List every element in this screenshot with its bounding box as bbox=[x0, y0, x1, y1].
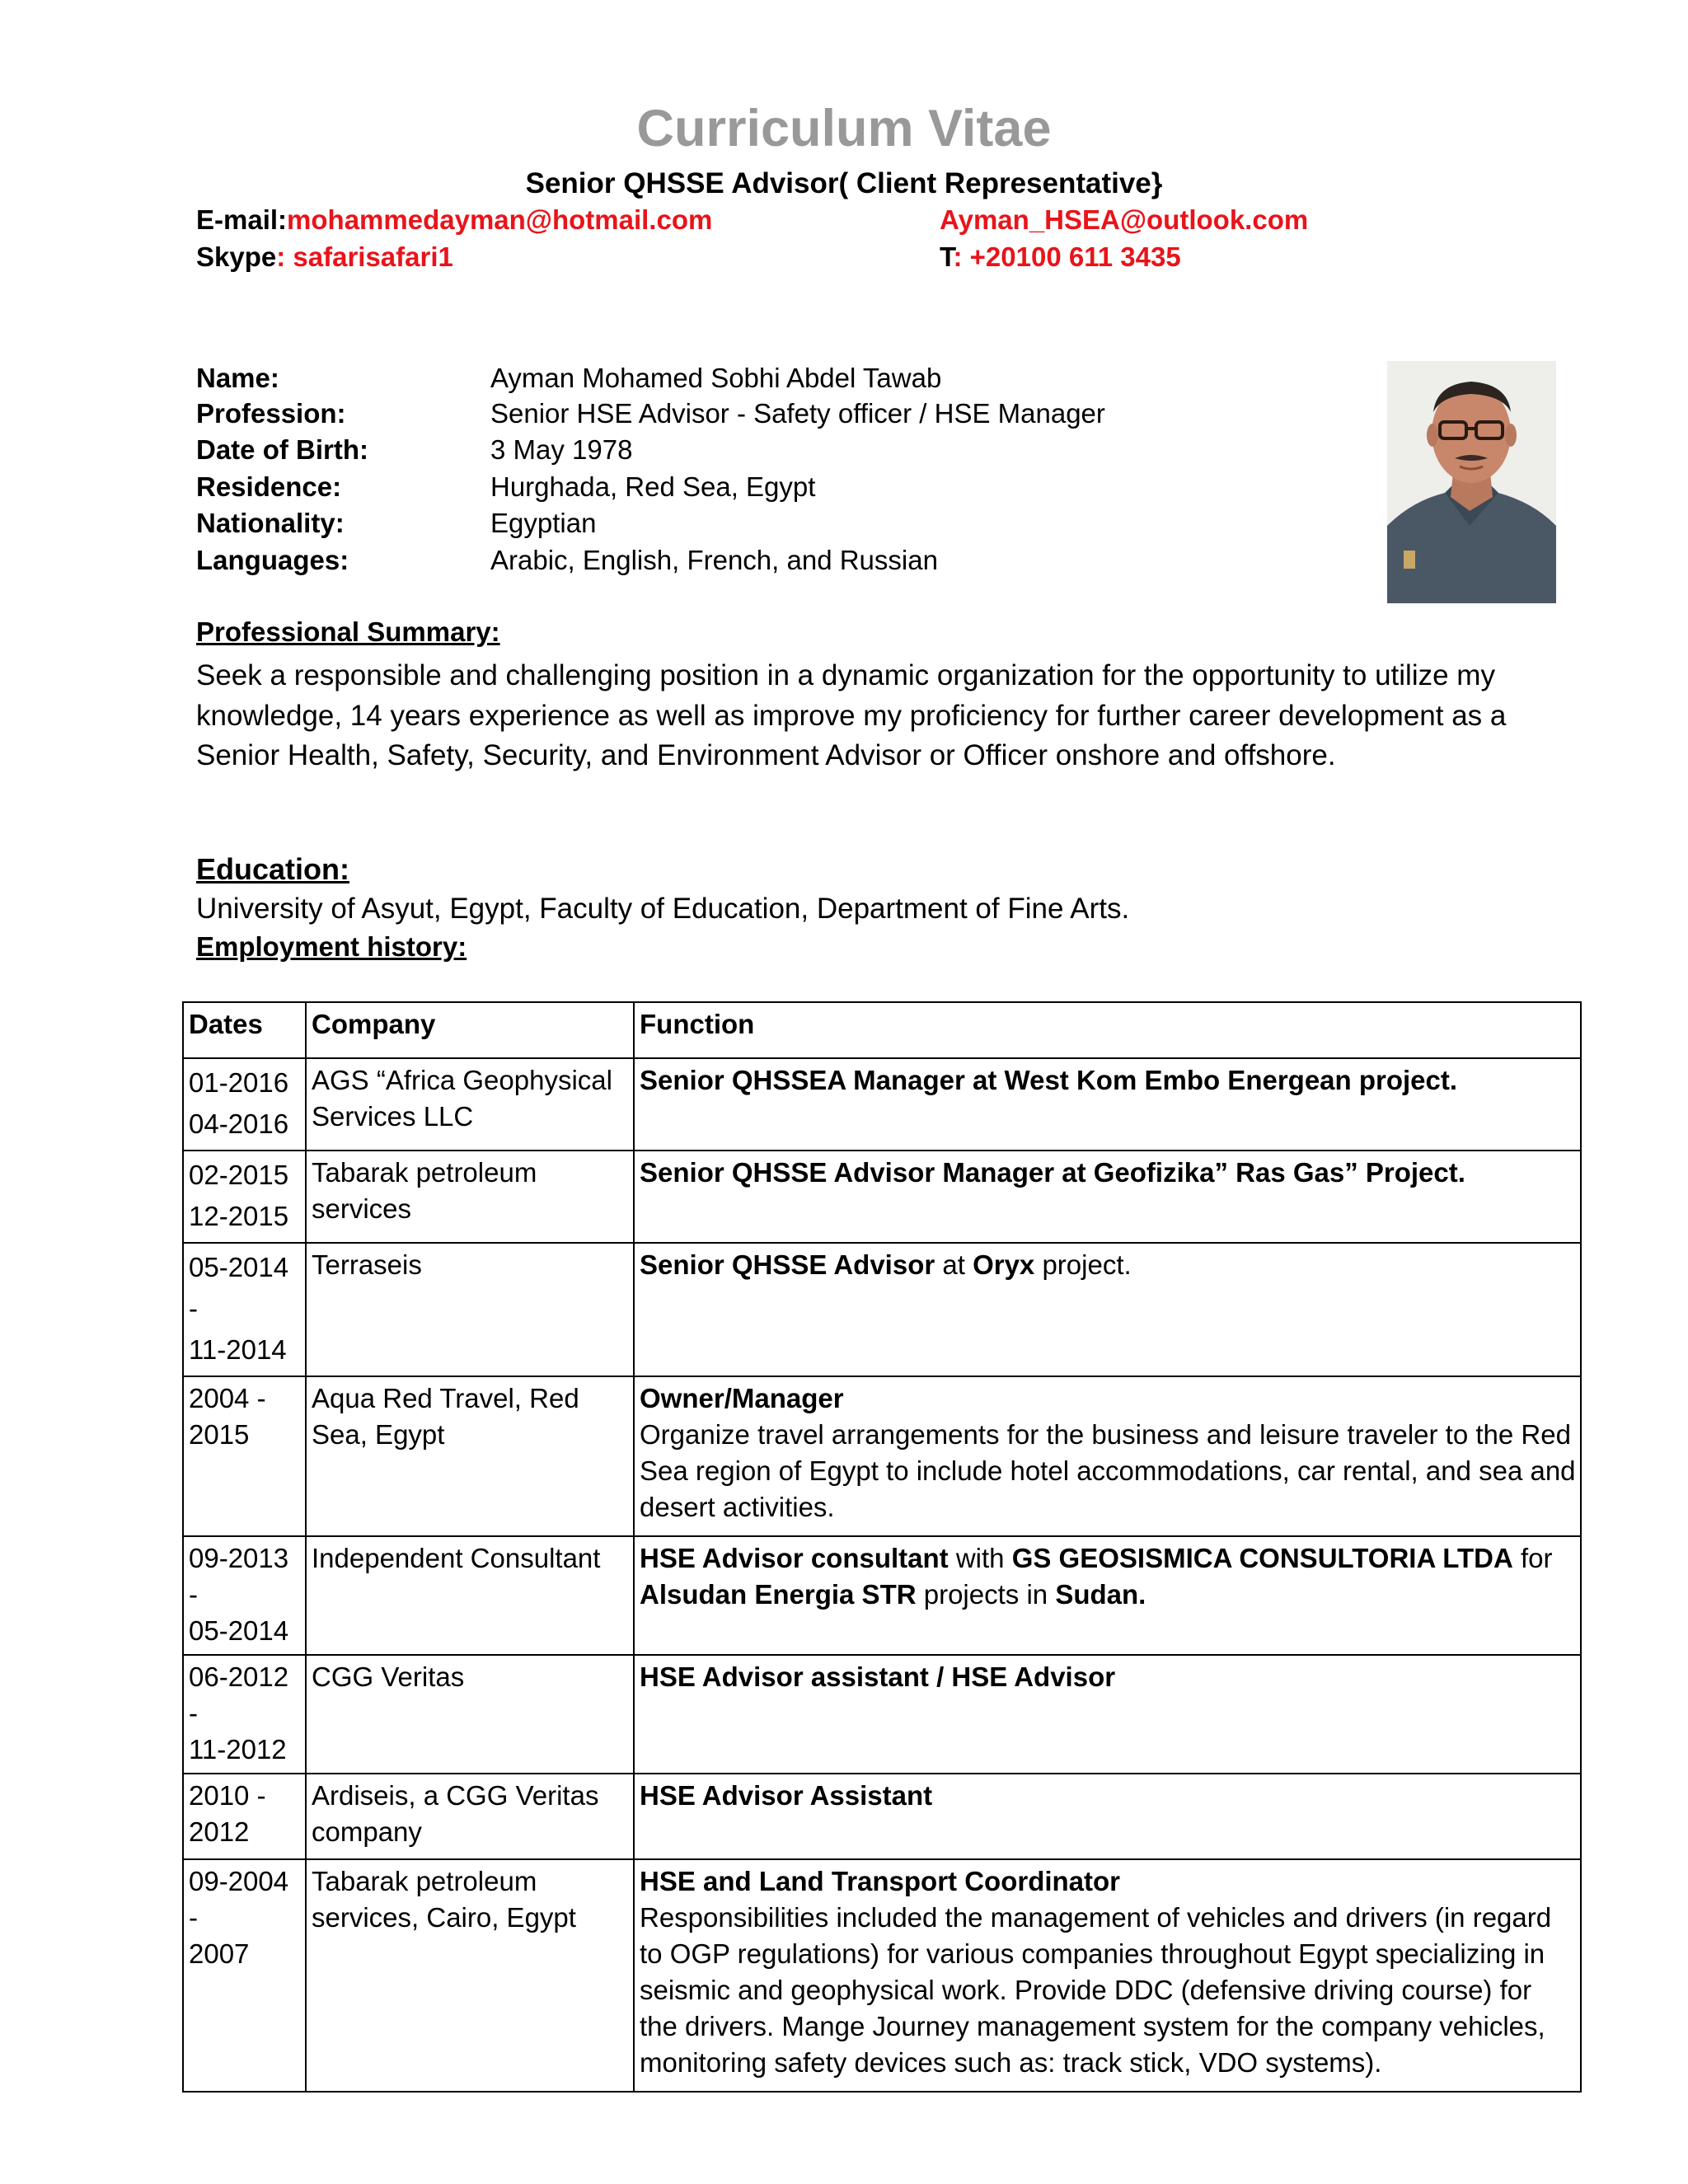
dob-label: Date of Birth: bbox=[196, 434, 368, 465]
end-date: 2012 bbox=[189, 1816, 250, 1847]
profile-photo bbox=[1387, 361, 1556, 603]
table-row bbox=[183, 1536, 1581, 1655]
phone-value: : +20100 611 3435 bbox=[953, 241, 1181, 272]
phone-line bbox=[940, 241, 1181, 273]
function-cell bbox=[634, 1536, 1581, 1655]
start-date: 09-2013 - bbox=[189, 1543, 289, 1610]
email-line bbox=[196, 204, 712, 236]
dates-cell bbox=[183, 1243, 306, 1376]
skype-label: Skype bbox=[196, 241, 277, 272]
skype-line bbox=[196, 241, 453, 273]
company-cell: Tabarak petroleum services bbox=[306, 1151, 634, 1243]
table-row bbox=[183, 1655, 1581, 1774]
column-header-company: Company bbox=[306, 1002, 634, 1058]
languages-label: Languages: bbox=[196, 545, 349, 575]
profession-value: Senior HSE Advisor - Safety officer / HSE Manager bbox=[490, 398, 1105, 429]
residence-value: Hurghada, Red Sea, Egypt bbox=[490, 471, 816, 502]
start-date: 02-2015 bbox=[189, 1160, 289, 1190]
function-text: project. bbox=[1034, 1249, 1132, 1280]
phone-label: T bbox=[940, 241, 954, 272]
name-value: Ayman Mohamed Sobhi Abdel Tawab bbox=[490, 363, 942, 393]
end-date: 04-2016 bbox=[189, 1108, 289, 1139]
company-cell: Terraseis bbox=[306, 1243, 634, 1376]
end-date: 11-2012 bbox=[189, 1734, 287, 1765]
function-title: HSE Advisor Assistant bbox=[640, 1780, 933, 1811]
end-date: 11-2014 bbox=[189, 1334, 287, 1365]
email-link-primary[interactable]: mohammedayman@hotmail.com bbox=[287, 204, 713, 235]
dates-cell bbox=[183, 1058, 306, 1151]
function-location: Sudan. bbox=[1055, 1579, 1146, 1610]
function-title: Owner/Manager bbox=[640, 1383, 844, 1413]
function-text: at bbox=[935, 1249, 973, 1280]
employment-heading: Employment history: bbox=[196, 931, 467, 962]
education-text: University of Asyut, Egypt, Faculty of Education, Department of Fine Arts. bbox=[196, 893, 1130, 925]
function-title: Senior QHSSE Advisor Manager at Geofizika” Ras Gas” Project. bbox=[640, 1157, 1465, 1188]
function-project: Alsudan Energia STR bbox=[640, 1579, 917, 1610]
table-row bbox=[183, 1151, 1581, 1243]
cv-title: Curriculum Vitae bbox=[636, 100, 1052, 157]
function-cell bbox=[634, 1655, 1581, 1774]
function-cell bbox=[634, 1243, 1581, 1376]
dates-cell bbox=[183, 1774, 306, 1859]
name-label: Name: bbox=[196, 363, 279, 393]
summary-heading: Professional Summary: bbox=[196, 616, 500, 647]
nationality-value: Egyptian bbox=[490, 508, 597, 538]
start-date: 09-2004 - bbox=[189, 1866, 289, 1933]
dob-value: 3 May 1978 bbox=[490, 434, 633, 465]
function-cell bbox=[634, 1376, 1581, 1536]
column-header-dates: Dates bbox=[183, 1002, 306, 1058]
start-date: 01-2016 bbox=[189, 1067, 289, 1098]
dates-cell bbox=[183, 1859, 306, 2092]
email-label: E-mail: bbox=[196, 204, 288, 235]
residence-label: Residence: bbox=[196, 471, 342, 502]
email-link-secondary[interactable]: Ayman_HSEA@outlook.com bbox=[940, 204, 1309, 235]
column-header-function: Function bbox=[634, 1002, 1581, 1058]
company-cell: Ardiseis, a CGG Veritas company bbox=[306, 1774, 634, 1859]
table-row bbox=[183, 1243, 1581, 1376]
function-description: Organize travel arrangements for the business and leisure traveler to the Red Sea region of Egypt to include hotel accommodations, car rental, and sea and desert activities. bbox=[640, 1419, 1576, 1522]
function-title: Senior QHSSEA Manager at West Kom Embo Energean project. bbox=[640, 1065, 1458, 1095]
function-client: GS GEOSISMICA CONSULTORIA LTDA bbox=[1011, 1543, 1513, 1573]
end-date: 12-2015 bbox=[189, 1201, 289, 1231]
table-row bbox=[183, 1774, 1581, 1859]
function-cell bbox=[634, 1058, 1581, 1151]
company-cell: CGG Veritas bbox=[306, 1655, 634, 1774]
dates-cell bbox=[183, 1376, 306, 1536]
company-cell: AGS “Africa Geophysical Services LLC bbox=[306, 1058, 634, 1151]
start-date: 05-2014 - bbox=[189, 1252, 289, 1324]
employment-table bbox=[182, 1001, 1582, 2093]
function-text: with bbox=[948, 1543, 1012, 1573]
function-cell bbox=[634, 1774, 1581, 1859]
function-title: HSE Advisor consultant bbox=[640, 1543, 949, 1573]
function-title: HSE Advisor assistant / HSE Advisor bbox=[640, 1661, 1116, 1692]
nationality-label: Nationality: bbox=[196, 508, 345, 538]
function-project: Oryx bbox=[973, 1249, 1035, 1280]
summary-text: Seek a responsible and challenging position in a dynamic organization for the opportunity to utilize my knowledge, 14 years experience as well as improve my proficiency for further career development as a Senior Health, Safety, Security, and Environment Advisor or Officer onshore and offshore. bbox=[196, 659, 1507, 771]
table-row bbox=[183, 1376, 1581, 1536]
function-title: Senior QHSSE Advisor bbox=[640, 1249, 935, 1280]
dates-cell bbox=[183, 1151, 306, 1243]
function-description: Responsibilities included the management of vehicles and drivers (in regard to OGP regulations) for various companies throughout Egypt specializing in seismic and geophysical work. Provide DDC (defensive driving course) for the drivers. Mange Journey management system for the company vehicles, monitoring safety devices such as: track stick, VDO systems). bbox=[640, 1902, 1552, 2078]
dates-cell bbox=[183, 1655, 306, 1774]
start-date: 06-2012 - bbox=[189, 1661, 289, 1728]
end-date: 05-2014 bbox=[189, 1615, 289, 1646]
table-row bbox=[183, 1859, 1581, 2092]
function-text: projects in bbox=[916, 1579, 1056, 1610]
company-cell: Tabarak petroleum services, Cairo, Egypt bbox=[306, 1859, 634, 2092]
function-cell bbox=[634, 1859, 1581, 2092]
start-date: 2004 - bbox=[189, 1383, 266, 1413]
start-date: 2010 - bbox=[189, 1780, 266, 1811]
education-heading: Education: bbox=[196, 852, 349, 886]
table-row bbox=[183, 1058, 1581, 1151]
function-title: HSE and Land Transport Coordinator bbox=[640, 1866, 1121, 1896]
company-cell: Aqua Red Travel, Red Sea, Egypt bbox=[306, 1376, 634, 1536]
table-header-row bbox=[183, 1002, 1581, 1058]
function-text: for bbox=[1512, 1543, 1553, 1573]
skype-value: : safarisafari1 bbox=[276, 241, 453, 272]
function-cell bbox=[634, 1151, 1581, 1243]
languages-value: Arabic, English, French, and Russian bbox=[490, 545, 938, 575]
company-cell: Independent Consultant bbox=[306, 1536, 634, 1655]
dates-cell bbox=[183, 1536, 306, 1655]
end-date: 2015 bbox=[189, 1419, 250, 1450]
cv-subtitle: Senior QHSSE Advisor( Client Representative} bbox=[525, 167, 1163, 199]
email-line-secondary bbox=[940, 204, 1308, 236]
end-date: 2007 bbox=[189, 1938, 250, 1969]
profession-label: Profession: bbox=[196, 398, 346, 429]
